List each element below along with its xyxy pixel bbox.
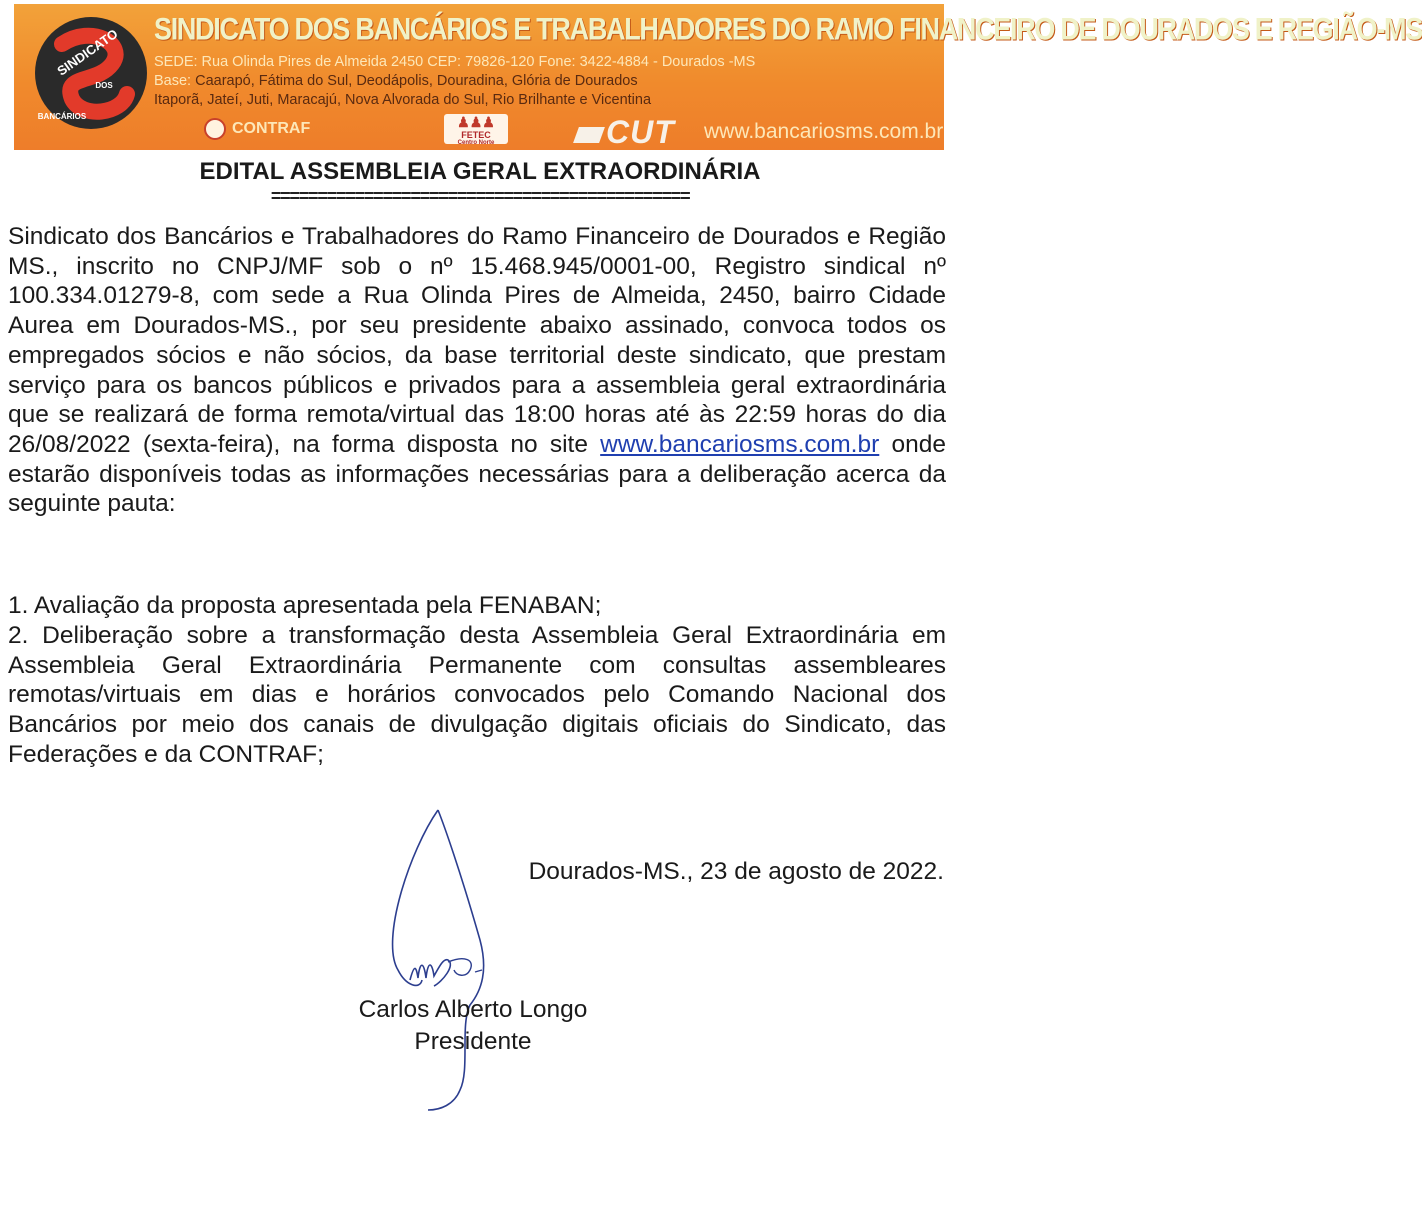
- notice-paragraph: [8, 222, 946, 519]
- fetec-logo: [444, 114, 508, 144]
- website-link[interactable]: www.bancariosms.com.br: [600, 430, 880, 458]
- base-line-2: Itaporã, Jateí, Juti, Maracajú, Nova Alvorada do Sul, Rio Brilhante e Vicentina: [154, 92, 652, 108]
- logo-text-top: SINDICATO: [54, 26, 121, 79]
- agenda-item-2: 2. Deliberação sobre a transformação desta Assembleia Geral Extraordinária em Assembleia Geral Extraordinária Permanente com consultas assembleares remotas/virtuais em dias e horários convocados pelo Comando Nacional dos Bancários por meio dos canais de divulgação digitais oficiais do Sindicato, das Federações e da CONTRAF;: [8, 622, 946, 768]
- base-line-1: [154, 73, 638, 89]
- page-title: EDITAL ASSEMBLEIA GERAL EXTRAORDINÁRIA: [199, 158, 761, 185]
- affiliation-logos: [204, 114, 944, 148]
- fetec-label: FETEC: [461, 130, 491, 140]
- contraf-logo: CONTRAF: [204, 118, 310, 140]
- title-rule: =============================================: [270, 188, 690, 208]
- union-name: SINDICATO DOS BANCÁRIOS E TRABALHADORES DO RAMO FINANCEIRO DE DOURADOS E REGIÃO-MS: [154, 12, 1422, 47]
- notice-text-b: onde estarão disponíveis todas as informações necessárias para a deliberação acerca da seguinte pauta:: [8, 430, 947, 518]
- date-line: Dourados-MS., 23 de agosto de 2022.: [528, 858, 944, 885]
- notice-text-a: Sindicato dos Bancários e Trabalhadores do Ramo Financeiro de Dourados e Região MS., inscrito no CNPJ/MF sob o nº 15.468.945/0001-00, Registro sindical nº 100.334.01279-8, com sede a Rua Olinda Pires de Almeida, 2450, bairro Cidade Aurea em Dourados-MS., por seu presidente abaixo assinado, convoca todos os empregados sócios e não sócios, da base territorial deste sindicato, que prestam serviço para os bancos públicos e privados para a assembleia geral extraordinária que se realizará de forma remota/virtual das 18:00 horas até às 22:59 horas do dia 26/08/2022 (sexta-feira), na forma disposta no site: [8, 223, 946, 458]
- base-label: Base:: [154, 73, 192, 89]
- header-website[interactable]: www.bancariosms.com.br: [704, 120, 944, 143]
- logo-text-middle: DOS: [95, 81, 113, 90]
- cut-logo: CUT: [576, 114, 675, 151]
- fetec-sub-label: Centro Norte: [457, 140, 495, 146]
- union-logo: [32, 14, 150, 132]
- agenda-item-1: 1. Avaliação da proposta apresentada pela FENABAN;: [8, 592, 602, 619]
- signature-scribble: [370, 790, 550, 1140]
- header-banner: [14, 4, 1422, 150]
- logo-text-bottom: BANCÁRIOS: [37, 112, 87, 121]
- address-label: SEDE:: [154, 54, 198, 70]
- signer-block: [0, 994, 960, 1058]
- contraf-icon: [204, 118, 226, 140]
- signer-name: Carlos Alberto Longo: [358, 996, 588, 1023]
- base-cities-1: Caarapó, Fátima do Sul, Deodápolis, Douradina, Glória de Dourados: [195, 73, 638, 89]
- signer-role: Presidente: [414, 1028, 532, 1055]
- people-icon: ♟♟♟: [457, 114, 495, 130]
- address-line: [154, 54, 755, 70]
- address-text: Rua Olinda Pires de Almeida 2450 CEP: 79826-120 Fone: 3422-4884 - Dourados -MS: [201, 54, 756, 70]
